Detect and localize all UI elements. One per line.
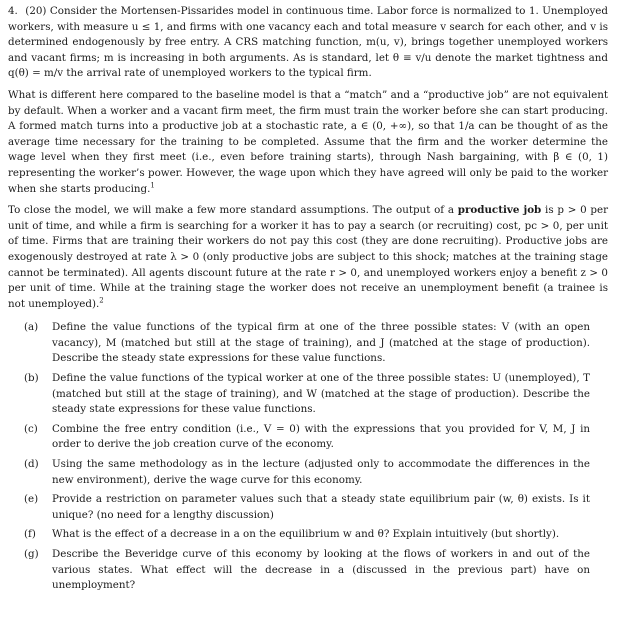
list-item — [8, 422, 608, 453]
paragraph-3-text-b: is p > 0 per unit of time, and while a firm is searching for a worker it has to pay a search (or recruiting) cost, pc > 0, per unit of time. Firms that are training their workers do not pay this cost (they are done recruiting). Productive jobs are exogenously destroyed at rate λ > 0 (only productive jobs are subject to this shock; matches at the training stage cannot be terminated). All agents discount future at the rate r > 0, and unemployed workers enjoy a benefit z > 0 per unit of time. While at the training stage the worker does not receive an unemployment benefit (a trainee is not unemployed). — [8, 204, 608, 310]
item-label: (c) — [24, 422, 38, 435]
list-item — [8, 371, 608, 418]
problem-points: (20) — [25, 5, 47, 17]
footnote-marker-1[interactable]: 1 — [150, 181, 155, 190]
problem-number: 4. — [8, 5, 18, 17]
item-label: (e) — [24, 493, 39, 506]
list-item — [8, 547, 608, 594]
productive-job-bold: productive job — [457, 204, 542, 217]
item-text: What is the effect of a decrease in a on the equilibrium w and θ? Explain intuitively (but shortly). — [52, 528, 560, 541]
item-text: Define the value functions of the typical worker at one of the three possible states: U (unemployed), T (matched but still at the stage of training), and W (matched at the stage of production). Describe the steady state expressions for these value functions. — [52, 372, 590, 416]
problem-intro — [8, 4, 608, 82]
intro-text: Consider the Mortensen-Pissarides model in continuous time. Labor force is normalized to 1. Unemployed workers, with measure u ≤ 1, and firms with one vacancy each and total measure v search for each other, and v is determined endogenously by free entry. A CRS matching function, m(u, v), brings together unemployed workers and vacant firms; m is increasing in both arguments. As is standard, let θ ≡ v/u denote the market tightness and q(θ) = m/v the arrival rate of unemployed workers to the typical firm. — [8, 5, 608, 80]
item-label: (d) — [24, 458, 39, 471]
item-text: Describe the Beveridge curve of this economy by looking at the flows of workers in and out of the various states. What effect will the decrease in a (discussed in the previous part) have on unemployment? — [52, 548, 590, 592]
list-item — [8, 457, 608, 488]
list-item — [8, 527, 608, 543]
paragraph-2 — [8, 88, 608, 197]
item-label: (g) — [24, 548, 39, 560]
list-item — [8, 320, 608, 367]
subquestion-list — [8, 320, 608, 594]
list-item — [8, 492, 608, 523]
paragraph-3 — [8, 203, 608, 312]
item-text: Combine the free entry condition (i.e., V = 0) with the expressions that you provided for V, M, J in order to derive the job creation curve of the economy. — [52, 422, 590, 451]
item-label: (f) — [24, 528, 36, 541]
item-label: (a) — [24, 321, 39, 334]
paragraph-3-text-a: To close the model, we will make a few more standard assumptions. The output of a — [8, 204, 458, 217]
item-text: Provide a restriction on parameter values such that a steady state equilibrium pair (w, θ) exists. Is it unique? (no need for a lengthy discussion) — [52, 493, 590, 521]
footnote-marker-2[interactable]: 2 — [99, 296, 104, 305]
item-text: Using the same methodology as in the lecture (adjusted only to accommodate the differences in the new environment), derive the wage curve for this economy. — [52, 458, 590, 486]
item-text: Define the value functions of the typical firm at one of the three possible states: V (with an open vacancy), M (matched but still at the stage of training), and J (matched at the stage of production). Describe the steady state expressions for these value functions. — [52, 321, 590, 365]
paragraph-2-text: What is different here compared to the baseline model is that a “match” and a “productive job” are not equivalent by default. When a worker and a vacant firm meet, the firm must train the worker before she can start producing. A formed match turns into a productive job at a stochastic rate, a ∈ (0, +∞), so that 1/a can be thought of as the average time necessary for the training to be completed. Assume that the firm and the worker determine the wage level when they first meet (i.e., even before training starts), through Nash bargaining, with β ∈ (0, 1) representing the worker’s power. However, the wage upon which they have agreed will only be paid to the worker when she starts producing. — [8, 88, 608, 195]
item-label: (b) — [24, 372, 39, 385]
